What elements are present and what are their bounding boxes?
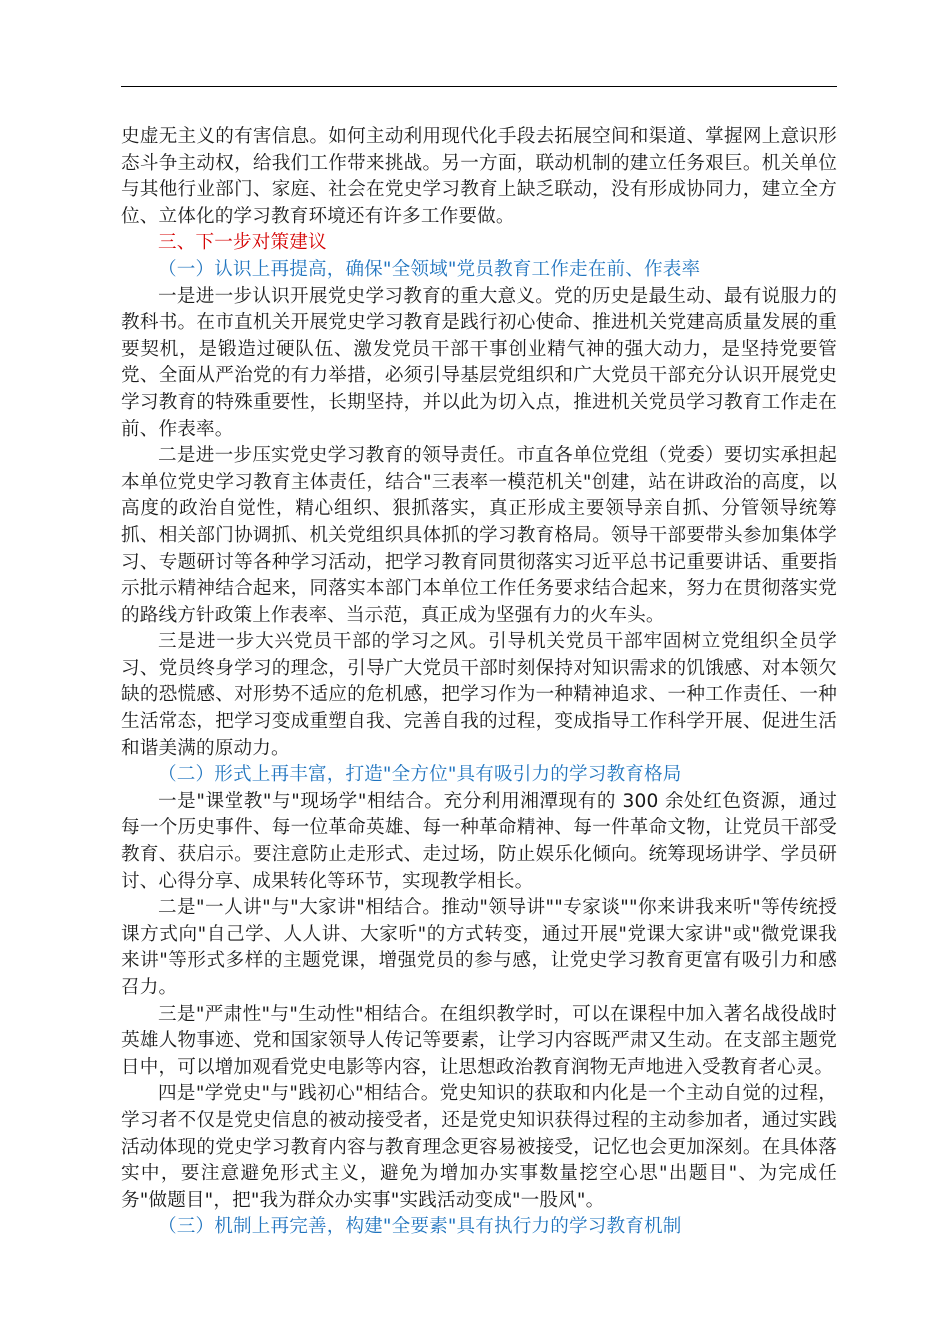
body-paragraph: 二是"一人讲"与"大家讲"相结合。推动"领导讲""专家谈""你来讲我来听"等传统授课方式向"自己学、人人讲、大家听"的方式转变，通过开展"党课大家讲"或"微党课我来讲"等形式多样的主题党课，增强党员的参与感，让党史学习教育更富有吸引力和感召力。 bbox=[121, 897, 837, 998]
body-paragraph: 史虚无主义的有害信息。如何主动利用现代化手段去拓展空间和渠道、掌握网上意识形态斗争主动权，给我们工作带来挑战。另一方面，联动机制的建立任务艰巨。机关单位与其他行业部门、家庭、社会在党史学习教育上缺乏联动，没有形成协同力，建立全方位、立体化的学习教育环境还有许多工作要做。 bbox=[121, 126, 837, 227]
body-paragraph: 一是"课堂教"与"现场学"相结合。充分利用湘潭现有的 300 余处红色资源，通过每一个历史事件、每一位革命英雄、每一种革命精神、每一件革命文物，让党员干部受教育、获启示。要注意防止走形式、走过场，防止娱乐化倾向。统筹现场讲学、学员研讨、心得分享、成果转化等环节，实现教学相长。 bbox=[121, 790, 837, 892]
header-rule bbox=[121, 86, 837, 87]
subsection-heading: （一）认识上再提高，确保"全领域"党员教育工作走在前、作表率 bbox=[158, 258, 701, 280]
document-page bbox=[121, 124, 837, 1241]
section-heading: 三、下一步对策建议 bbox=[158, 232, 327, 254]
subsection-heading: （二）形式上再丰富，打造"全方位"具有吸引力的学习教育格局 bbox=[158, 764, 682, 786]
body-paragraph: 一是进一步认识开展党史学习教育的重大意义。党的历史是最生动、最有说服力的教科书。在市直机关开展党史学习教育是践行初心使命、推进机关党建高质量发展的重要契机，是锻造过硬队伍、激发党员干部干事创业精气神的强大动力，是坚持党要管党、全面从严治党的有力举措，必须引导基层党组织和广大党员干部充分认识开展党史学习教育的特殊重要性，长期坚持，并以此为切入点，推进机关党员学习教育工作走在前、作表率。 bbox=[121, 285, 837, 440]
subsection-heading: （三）机制上再完善，构建"全要素"具有执行力的学习教育机制 bbox=[158, 1216, 682, 1238]
body-paragraph: 二是进一步压实党史学习教育的领导责任。市直各单位党组（党委）要切实承担起本单位党史学习教育主体责任，结合"三表率一模范机关"创建，站在讲政治的高度，以高度的政治自觉性，精心组织、狠抓落实，真正形成主要领导亲自抓、分管领导统筹抓、相关部门协调抓、机关党组织具体抓的学习教育格局。领导干部要带头参加集体学习、专题研讨等各种学习活动，把学习教育同贯彻落实习近平总书记重要讲话、重要指示批示精神结合起来，同落实本部门本单位工作任务要求结合起来，努力在贯彻落实党的路线方针政策上作表率、当示范，真正成为坚强有力的火车头。 bbox=[121, 445, 837, 626]
body-paragraph: 三是"严肃性"与"生动性"相结合。在组织教学时，可以在课程中加入著名战役战时英雄人物事迹、党和国家领导人传记等要素，让学习内容既严肃又生动。在支部主题党日中，可以增加观看党史电影等内容，让思想政治教育润物无声地进入受教育者心灵。 bbox=[121, 1003, 837, 1078]
body-paragraph: 三是进一步大兴党员干部的学习之风。引导机关党员干部牢固树立党组织全员学习、党员终身学习的理念，引导广大党员干部时刻保持对知识需求的饥饿感、对本领欠缺的恐慌感、对形势不适应的危机感，把学习作为一种精神追求、一种工作责任、一种生活常态，把学习变成重塑自我、完善自我的过程，变成指导工作科学开展、促进生活和谐美满的原动力。 bbox=[121, 631, 837, 759]
body-paragraph: 四是"学党史"与"践初心"相结合。党史知识的获取和内化是一个主动自觉的过程，学习者不仅是党史信息的被动接受者，还是党史知识获得过程的主动参加者，通过实践活动体现的党史学习教育内容与教育理念更容易被接受，记忆也会更加深刻。在具体落实中，要注意避免形式主义，避免为增加办实事数量挖空心思"出题目"、为完成任务"做题目"，把"我为群众办实事"实践活动变成"一股风"。 bbox=[121, 1083, 837, 1211]
